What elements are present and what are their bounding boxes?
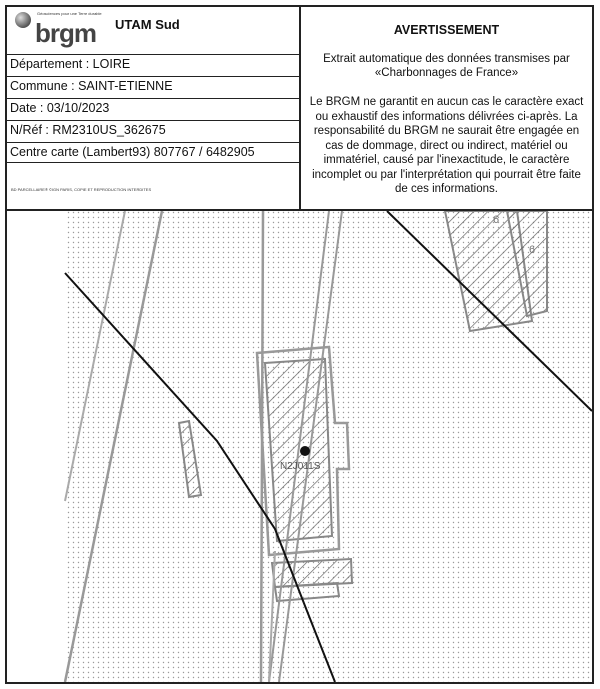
reference-row: N/Réf : RM2310US_362675 — [7, 120, 299, 140]
point-marker — [300, 446, 310, 456]
date-row: Date : 03/10/2023 — [7, 98, 299, 118]
centre-row: Centre carte (Lambert93) 807767 / 6482905 — [7, 142, 299, 163]
commune-row: Commune : SAINT-ETIENNE — [7, 76, 299, 96]
warning-intro: Extrait automatique des données transmises par «Charbonnages de France» — [323, 53, 570, 79]
header — [7, 7, 592, 211]
warning-title: AVERTISSEMENT — [393, 23, 500, 37]
point-label: N2J011S — [280, 461, 321, 472]
fragment-label-top: 6 — [493, 214, 500, 226]
map-extract — [7, 211, 592, 682]
legal-note: BD PARCELLAIRE® ©IGN PARIS, COPIE ET REPRODUCTION INTERDITES — [11, 187, 152, 192]
warning-body: Le BRGM ne garantit en aucun cas le caractère exact ou exhaustif des informations délivrées ci-après. La responsabilité du BRGM ne saurait être engagée en cas de dommage, direct ou indirect, matériel ou immatériel, causé par l'inexactitude, le caractère incomplet ou par l'interprétation qui pourrait être faite de ces informations. — [309, 96, 584, 195]
logo-tagline: Géosciences pour une Terre durable — [37, 11, 102, 16]
brgm-logo-icon — [15, 12, 31, 28]
fragment-label-right: 6 — [529, 244, 536, 256]
departement-row: Département : LOIRE — [7, 54, 299, 74]
unit-name: UTAM Sud — [115, 17, 180, 32]
document-frame — [5, 5, 594, 684]
logo-row — [7, 7, 299, 54]
info-panel — [7, 7, 301, 209]
brgm-logo-text: brgm — [35, 18, 96, 48]
warning-panel — [301, 7, 592, 209]
